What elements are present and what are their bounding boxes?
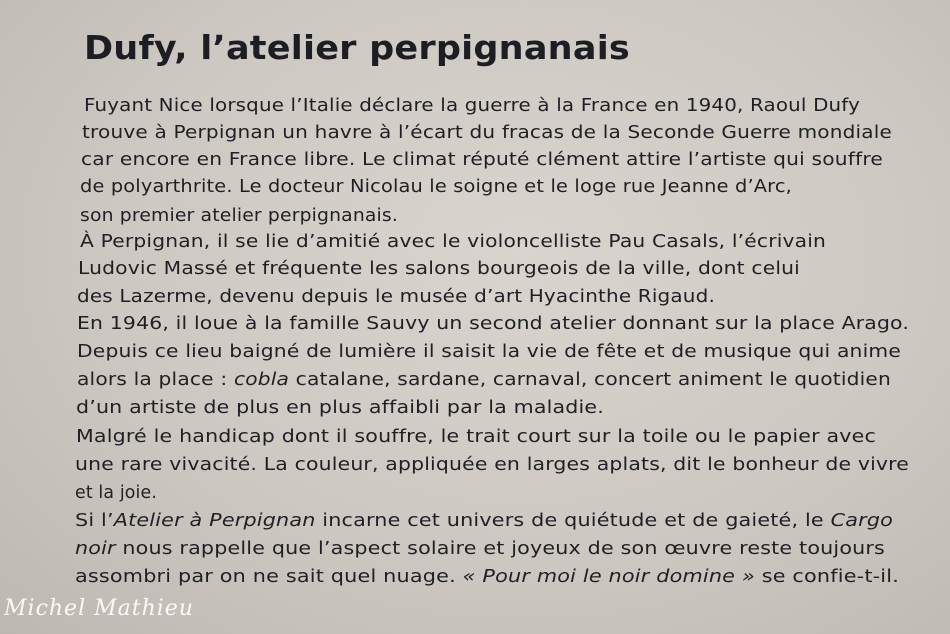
text-line: [75, 511, 893, 531]
text-line: [75, 539, 885, 559]
panel-title: Dufy, l’atelier perpignanais: [84, 28, 630, 67]
text-line: [81, 150, 883, 170]
text-line: [76, 398, 604, 418]
text-segment: de polyarthrite. Le docteur Nicolau le soigne et le loge rue Jeanne d’Arc,: [80, 177, 792, 197]
text-segment: Ludovic Massé et fréquente les salons bourgeois de la ville, dont celui: [78, 259, 800, 279]
text-segment: d’un artiste de plus en plus affaibli par la maladie.: [76, 398, 604, 418]
italic-text-segment: Cargo: [830, 511, 893, 531]
text-segment: En 1946, il loue à la famille Sauvy un second atelier donnant sur la place Arago.: [77, 314, 909, 334]
text-line: [80, 177, 792, 197]
text-segment: Depuis ce lieu baigné de lumière il saisit la vie de fête et de musique qui anime: [77, 342, 902, 362]
text-line: [75, 567, 899, 587]
text-line: [75, 455, 909, 475]
text-segment: des Lazerme, devenu depuis le musée d’art Hyacinthe Rigaud.: [77, 287, 715, 307]
text-line: [78, 259, 800, 279]
text-segment: une rare vivacité. La couleur, appliquée en larges aplats, dit le bonheur de vivre: [75, 455, 909, 475]
text-segment: assombri par on ne sait quel nuage.: [75, 567, 463, 587]
text-segment: incarne cet univers de quiétude et de gaieté, le: [315, 511, 831, 531]
text-segment: À Perpignan, il se lie d’amitié avec le violoncelliste Pau Casals, l’écrivain: [80, 232, 826, 252]
text-segment: Malgré le handicap dont il souffre, le trait court sur la toile ou le papier avec: [76, 427, 876, 447]
text-segment: Fuyant Nice lorsque l’Italie déclare la guerre à la France en 1940, Raoul Dufy: [84, 96, 861, 116]
text-line: [77, 342, 901, 362]
text-line: [77, 370, 891, 390]
text-segment: alors la place :: [77, 370, 234, 390]
text-segment: Si l’: [75, 511, 114, 531]
text-line: [77, 287, 715, 307]
text-line: [80, 206, 398, 226]
italic-text-segment: cobla: [233, 370, 290, 390]
text-segment: et la joie.: [75, 483, 157, 503]
text-line: [75, 483, 157, 503]
text-line: [77, 314, 909, 334]
italic-text-segment: « Pour moi le noir domine »: [462, 567, 755, 587]
text-line: [82, 123, 892, 143]
italic-text-segment: noir: [75, 539, 116, 559]
italic-text-segment: Atelier à Perpignan: [113, 511, 316, 531]
text-line: [76, 427, 876, 447]
text-segment: car encore en France libre. Le climat réputé clément attire l’artiste qui souffre: [81, 150, 883, 170]
text-segment: se confie-t-il.: [754, 567, 899, 587]
text-segment: trouve à Perpignan un havre à l’écart du fracas de la Seconde Guerre mondiale: [82, 123, 892, 143]
text-segment: son premier atelier perpignanais.: [80, 206, 399, 226]
text-line: [84, 96, 860, 116]
text-segment: nous rappelle que l’aspect solaire et joyeux de son œuvre reste toujours: [115, 539, 886, 559]
photographer-watermark: Michel Mathieu: [4, 596, 194, 621]
text-line: [80, 232, 826, 252]
text-segment: catalane, sardane, carnaval, concert animent le quotidien: [289, 370, 891, 390]
